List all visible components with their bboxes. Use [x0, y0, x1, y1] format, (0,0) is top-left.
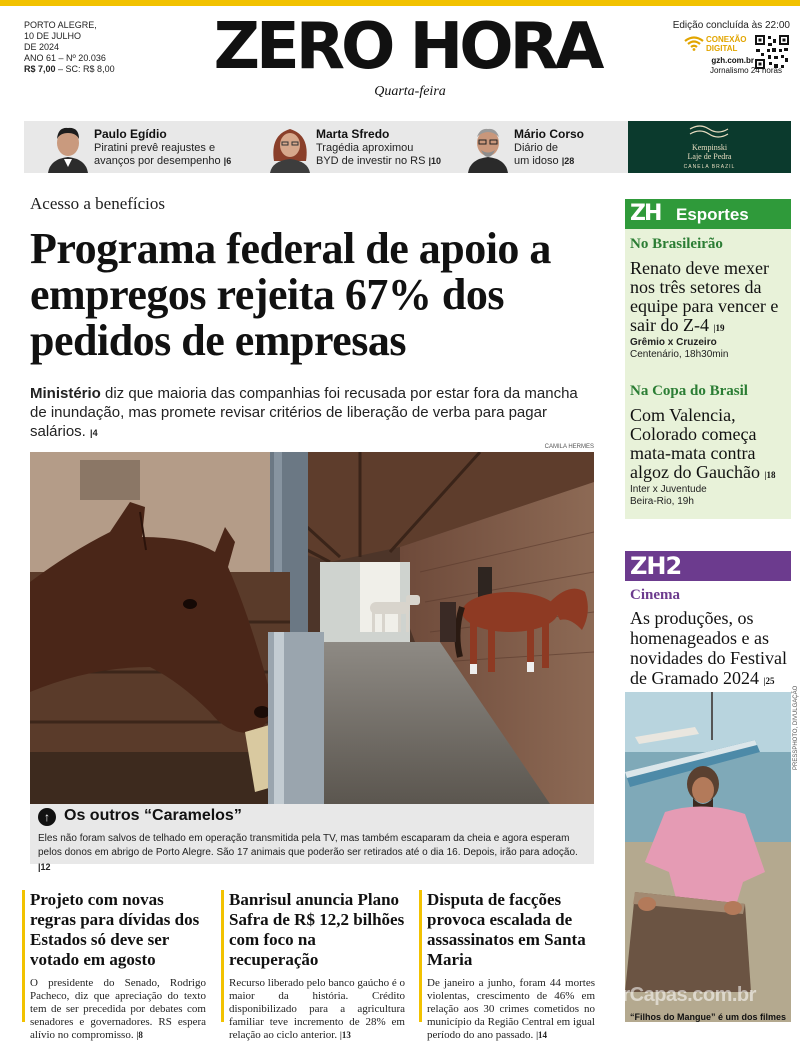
zh2-photo-fisherman[interactable] [625, 692, 791, 1022]
main-photo-horses-stable[interactable] [30, 452, 594, 804]
esportes-headline-2[interactable]: Com Valencia, Colorado começa mata-mata contra algoz do Gauchão |18 [630, 405, 776, 482]
esportes-label[interactable]: Esportes [676, 205, 749, 224]
watermark: VerCapas.com.br [600, 984, 756, 1006]
zh2-section: Cinema [630, 587, 680, 603]
fisherman-image [625, 692, 791, 1022]
headline-text: As produções, os homenageados e as novidades do Festival de Gramado 2024 [630, 608, 787, 688]
zh-logo[interactable]: ZH [630, 201, 661, 226]
page-ref: 8 [138, 1030, 143, 1040]
columnist-mario-corso[interactable] [466, 121, 626, 173]
page-ref: 12 [40, 862, 51, 872]
story-text: O presidente do Senado, Rodrigo Pacheco, diz que apreciação do texto tem de ser precedida por debates com senadores e governadores. RS espera alívio no compromisso. [30, 977, 206, 1041]
teaser-line: Diário de [514, 142, 559, 154]
headline-text: Renato deve mexer nos três setores da equipe para vencer e sair do Z-4 [630, 258, 779, 335]
story-body: De janeiro a junho, foram 44 mortes violentas, crescimento de 46% em relação aos 30 crimes cometidos no município da Região Central em igual período do ano passado. |14 [427, 977, 595, 1041]
page-ref: 10 [431, 156, 442, 166]
main-deck: Ministério diz que maioria das companhias foi recusada por estar fora da mancha de inundação, mas promete revisar critérios de liberação de verba para pagar salários. |4 [30, 385, 578, 440]
zh2-logo[interactable]: ZH2 [630, 552, 682, 580]
bottom-story-dividas[interactable] [30, 890, 206, 1041]
deck-text: diz que maioria das companhias foi recusada por estar fora da mancha de inundação, mas promete revisar critérios de liberação de verba para pagar salários. [30, 385, 578, 440]
page-ref: 14 [538, 1030, 548, 1040]
story-headline[interactable]: Disputa de facções provoca escalada de assassinatos em Santa Maria [427, 890, 586, 969]
conexao-digital-badge[interactable] [684, 34, 754, 54]
price: R$ 7,00 [24, 64, 56, 74]
city-label: PORTO ALEGRE, [24, 20, 97, 30]
edition-info [24, 20, 134, 75]
story-text: De janeiro a junho, foram 44 mortes violentas, crescimento de 46% em relação aos 30 crimes cometidos no município da Região Central em igual período do ano passado. [427, 977, 595, 1041]
deck-bold: Ministério [30, 385, 101, 402]
year-label: DE 2024 [24, 42, 60, 52]
match-time: Centenário, 18h30min [630, 349, 729, 360]
ad-line-2: Laje de Pedra [687, 152, 732, 161]
conexao-label: CONEXÃO [706, 35, 747, 44]
caption-text: Eles não foram salvos de telhado em operação transmitida pela TV, mas também escaparam da cheia e agora esperam pelos donos em abrigo de Porto Alegre. São 17 animais que poderão ser retirados até o dia 16. Depois, irão para adoção. |12 [38, 833, 578, 872]
story-accent-bar [22, 890, 25, 1022]
page-ref: 6 [226, 156, 232, 166]
main-kicker: Acesso a benefícios [30, 194, 166, 213]
columnist-teaser: Diário de um idoso |28 [514, 142, 575, 167]
match-time: Beira-Rio, 19h [630, 496, 694, 507]
qr-code-graphic [754, 34, 790, 70]
columnist-photo [466, 121, 510, 173]
story-text: Recurso liberado pelo banco gaúcho é o maior da história. Crédito disponibilizado para a agricultura familiar teve incremento de 28% em relação ao ciclo anterior. [229, 977, 405, 1041]
photo-credit: CAMILA HERMES [544, 444, 594, 450]
kempinski-logo-icon [628, 121, 791, 143]
tagline: Jornalismo 24 horas [709, 66, 782, 75]
edition-number: ANO 61 – Nº 20.036 [24, 53, 106, 63]
story-headline[interactable]: Projeto com novas regras para dívidas dos Estados só deve ser votado em agosto [30, 890, 200, 969]
page-ref: 28 [564, 156, 575, 166]
digital-label: DIGITAL [706, 44, 738, 53]
story-body: Recurso liberado pelo banco gaúcho é o maior da história. Crédito disponibilizado para a agricultura familiar teve incremento de 28% em relação ao ciclo anterior. |13 [229, 977, 405, 1041]
columnist-marta-sfredo[interactable] [268, 121, 448, 173]
columnist-photo [268, 121, 312, 173]
horses-stable-image [30, 452, 594, 804]
kempinski-ad[interactable] [628, 121, 791, 173]
site-url[interactable]: gzh.com.br [711, 56, 754, 65]
story-body: O presidente do Senado, Rodrigo Pacheco, diz que apreciação do texto tem de ser precedida por debates com senadores e governadores. RS espera alívio no compromisso. |8 [30, 977, 206, 1041]
ad-line-3: CANELA BRAZIL [683, 164, 736, 170]
page-ref: 13 [341, 1030, 351, 1040]
zh2-photo-credit: PRESSPHOTO, DIVULGAÇÃO [793, 685, 799, 770]
zh2-photo-caption: “Filhos do Mangue” é um dos filmes [629, 1012, 786, 1022]
story-accent-bar [221, 890, 224, 1022]
teaser-line: Tragédia aproximou [316, 142, 414, 154]
price-sc: – SC: R$ 8,00 [58, 64, 115, 74]
esportes-headline-1[interactable]: Renato deve mexer nos três setores da equipe para vencer e sair do Z-4 |19 [630, 258, 779, 335]
newspaper-logo[interactable]: ZERO HORA [213, 10, 601, 84]
main-headline[interactable]: Programa federal de apoio a empregos rejeita 67% dos pedidos de empresas [30, 224, 551, 365]
columnist-paulo-egidio[interactable] [46, 121, 246, 173]
columnist-teaser: Tragédia aproximou BYD de investir no RS |10 [316, 142, 442, 167]
bottom-story-banrisul[interactable] [229, 890, 405, 1041]
arrow-up-icon: ↑ [38, 808, 56, 826]
date-label: 10 DE JULHO [24, 31, 82, 41]
qr-code[interactable] [754, 34, 790, 70]
columnist-bar [24, 121, 628, 173]
bottom-story-santa-maria[interactable] [427, 890, 595, 1041]
columnist-teaser: Piratini prevê reajustes e avanços por desempenho |6 [94, 142, 232, 167]
teaser-line: um idoso [514, 155, 559, 167]
zh2-headline[interactable]: As produções, os homenageados e as novidades do Festival de Gramado 2024 |25 [630, 608, 787, 688]
story-headline[interactable]: Banrisul anuncia Plano Safra de R$ 12,2 bilhões com foco na recuperação [229, 890, 405, 969]
top-accent-bar [0, 0, 800, 6]
columnist-photo [46, 121, 90, 173]
match-teams: Inter x Juventude [630, 484, 707, 495]
esportes-section-2: Na Copa do Brasil [630, 383, 748, 399]
teaser-line: Piratini prevê reajustes e [94, 142, 216, 154]
columnist-name: Paulo Egídio [94, 127, 167, 141]
page-ref: 4 [92, 428, 98, 438]
page-ref: 18 [766, 470, 776, 480]
weekday: Quarta-feira [374, 84, 446, 99]
wifi-icon [684, 35, 704, 51]
page-ref: 25 [765, 676, 775, 686]
esportes-match-2 [630, 484, 707, 508]
columnist-name: Mário Corso [514, 127, 585, 141]
esportes-section-1: No Brasileirão [630, 236, 723, 252]
columnist-name: Marta Sfredo [316, 127, 390, 141]
esportes-match-1 [630, 337, 728, 361]
ad-line-1: Kempinski [691, 143, 728, 152]
story-accent-bar [419, 890, 422, 1022]
caption-title[interactable]: Os outros “Caramelos” [64, 807, 242, 824]
headline-text: Com Valencia, Colorado começa mata-mata contra algoz do Gauchão [630, 405, 760, 482]
edition-closed-time: Edição concluída às 22:00 [672, 20, 790, 31]
caption-body: Eles não foram salvos de telhado em operação transmitida pela TV, mas também escaparam da cheia e agora esperam pelos donos em abrigo de Porto Alegre. São 17 animais que poderão ser retirados até o dia 16. Depois, irão para adoção. [38, 833, 578, 858]
page-ref: 19 [715, 323, 725, 333]
teaser-line: BYD de investir no RS [316, 155, 426, 167]
match-teams: Grêmio x Cruzeiro [630, 337, 717, 348]
teaser-line: avanços por desempenho [94, 155, 221, 167]
